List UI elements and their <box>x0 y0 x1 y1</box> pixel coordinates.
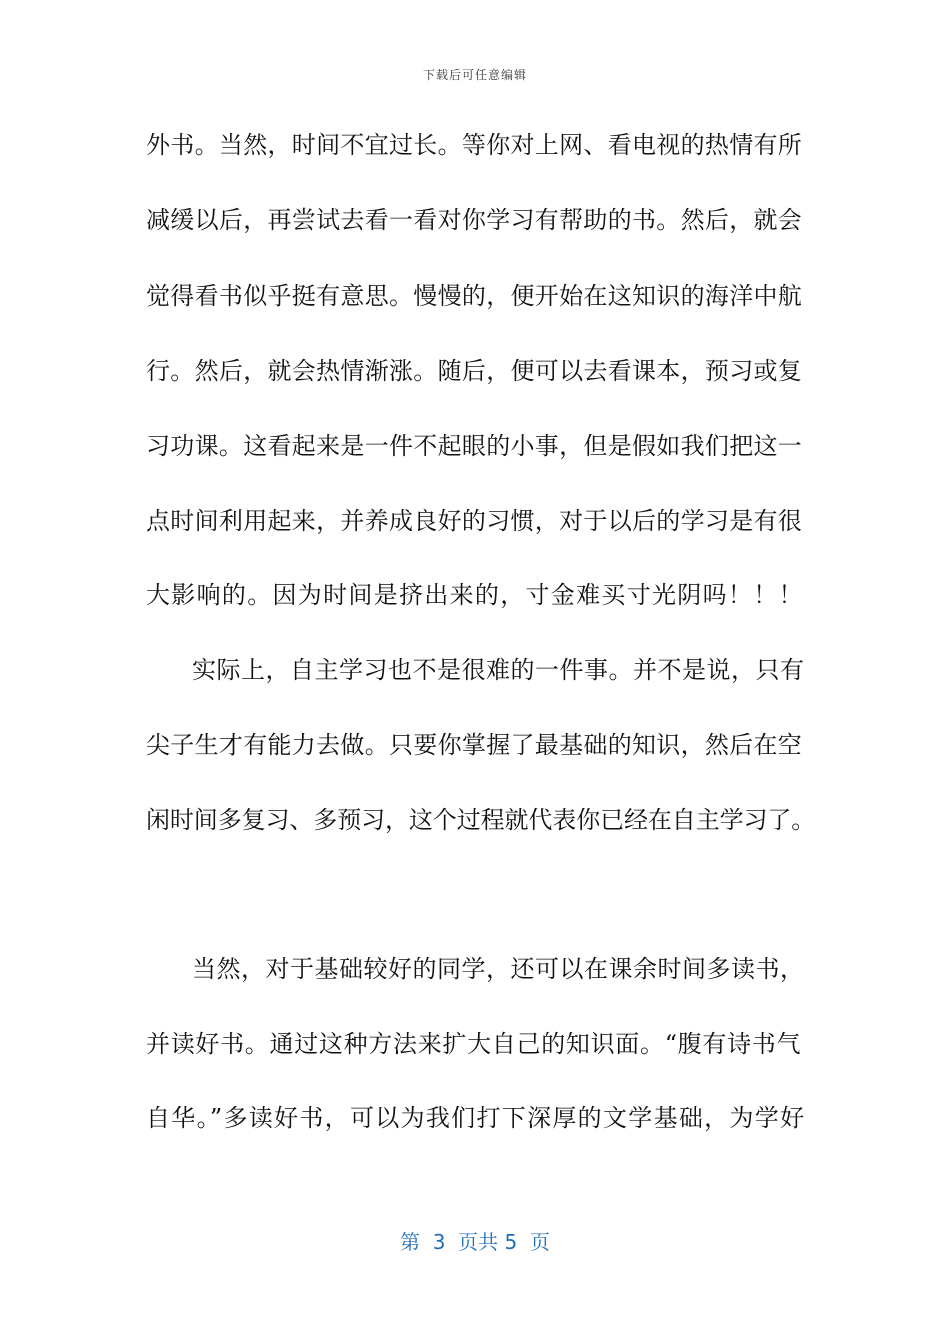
text-line: 闲时间多复习、多预习，这个过程就代表你已经在自主学习了。 <box>146 806 816 834</box>
text-line: 点时间利用起来，并养成良好的习惯，对于以后的学习是有很 <box>146 507 803 535</box>
text-line: 外书。当然，时间不宜过长。等你对上网、看电视的热情有所 <box>146 131 803 159</box>
header-note: 下载后可任意编辑 <box>422 68 527 82</box>
text-line: 当然，对于基础较好的同学，还可以在课余时间多读书， <box>192 955 805 983</box>
text-line: 行。然后，就会热情渐涨。随后，便可以去看课本，预习或复 <box>146 357 803 385</box>
text-line: 自华。”多读好书，可以为我们打下深厚的文学基础，为学好 <box>146 1104 806 1132</box>
text-line: 减缓以后，再尝试去看一看对你学习有帮助的书。然后，就会 <box>146 206 803 234</box>
text-line: 习功课。这看起来是一件不起眼的小事，但是假如我们把这一 <box>146 432 803 460</box>
text-line: 觉得看书似乎挺有意思。慢慢的，便开始在这知识的海洋中航 <box>146 282 803 310</box>
text-line: 并读好书。通过这种方法来扩大自己的知识面。“腹有诗书气 <box>146 1030 802 1058</box>
text-line: 大影响的。因为时间是挤出来的，寸金难买寸光阴吗！！！ <box>146 581 804 609</box>
text-line: 实际上，自主学习也不是很难的一件事。并不是说，只有 <box>192 656 805 684</box>
page-number: 第 3 页共 5 页 <box>400 1230 550 1254</box>
text-line: 尖子生才有能力去做。只要你掌握了最基础的知识，然后在空 <box>146 731 803 759</box>
